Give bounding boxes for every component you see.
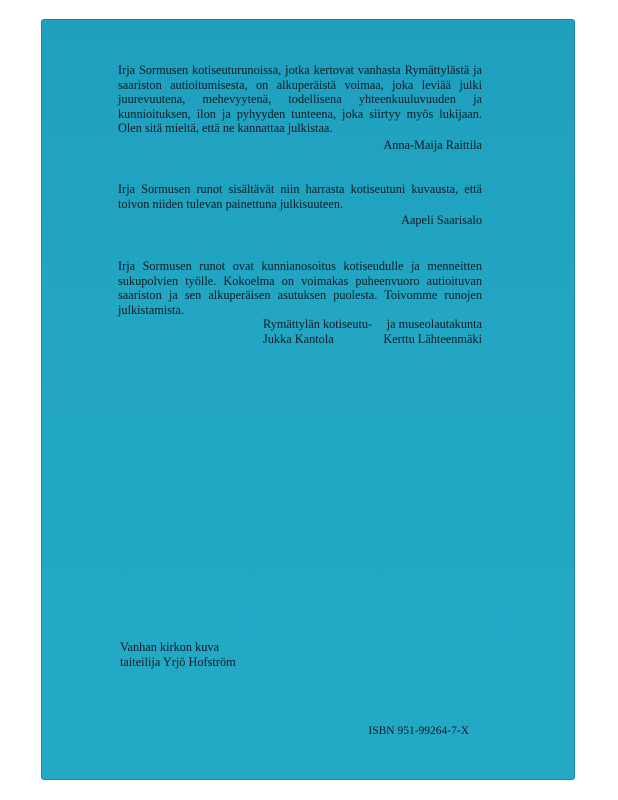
- blurb-signature: Anna-Maija Raittila: [383, 137, 482, 152]
- isbn-number: ISBN 951-99264-7-X: [368, 725, 469, 737]
- blurb-text: Irja Sormusen runot ovat kunnianosoitus kotiseudulle ja menneitten sukupolvien työlle. Kokoelma on voimakas puheenvuoro autioituvan saariston ja sen alkuperäisen asutuksen puolesta. Toivomme runojen julkistamista.: [118, 259, 482, 317]
- signature-name-lahteenmaki: Kerttu Lähteenmäki: [383, 331, 482, 346]
- signature-org-part1: Rymättylän kotiseutu-: [263, 317, 373, 332]
- blurb-raittila: [118, 63, 482, 153]
- blurb-text: Irja Sormusen kotiseuturunoissa, jotka kertovat vanhasta Rymättylästä ja saariston autioitumisesta, on alkuperäistä voimaa, joka leviää julki juurevuutena, mehevyytenä, todellisena yhteenkuuluvuuden ja kunnioituksen, ilon ja pyhyyden tunteena, joka siirtyy myös lukijaan. Olen sitä mieltä, että ne kannattaa julkistaa.: [118, 63, 482, 136]
- blurb-text: Irja Sormusen runot sisältävät niin harrasta kotiseutuni kuvausta, että toivon niiden tulevan painettuna julkisuuteen.: [118, 182, 482, 211]
- book-back-cover: [41, 19, 575, 780]
- cover-image-caption: [120, 640, 236, 669]
- blurb-signature: Aapeli Saarisalo: [401, 213, 482, 228]
- blurb-saarisalo: [118, 182, 482, 228]
- signature-name-kantola: Jukka Kantola: [263, 331, 334, 346]
- signature-org-part2: ja museolautakunta: [386, 317, 482, 332]
- blurb-museum-board: [118, 259, 482, 347]
- caption-line-2: taiteilija Yrjö Hofström: [120, 654, 236, 669]
- caption-line-1: Vanhan kirkon kuva: [120, 640, 220, 654]
- blurb-signature-block: [263, 317, 482, 346]
